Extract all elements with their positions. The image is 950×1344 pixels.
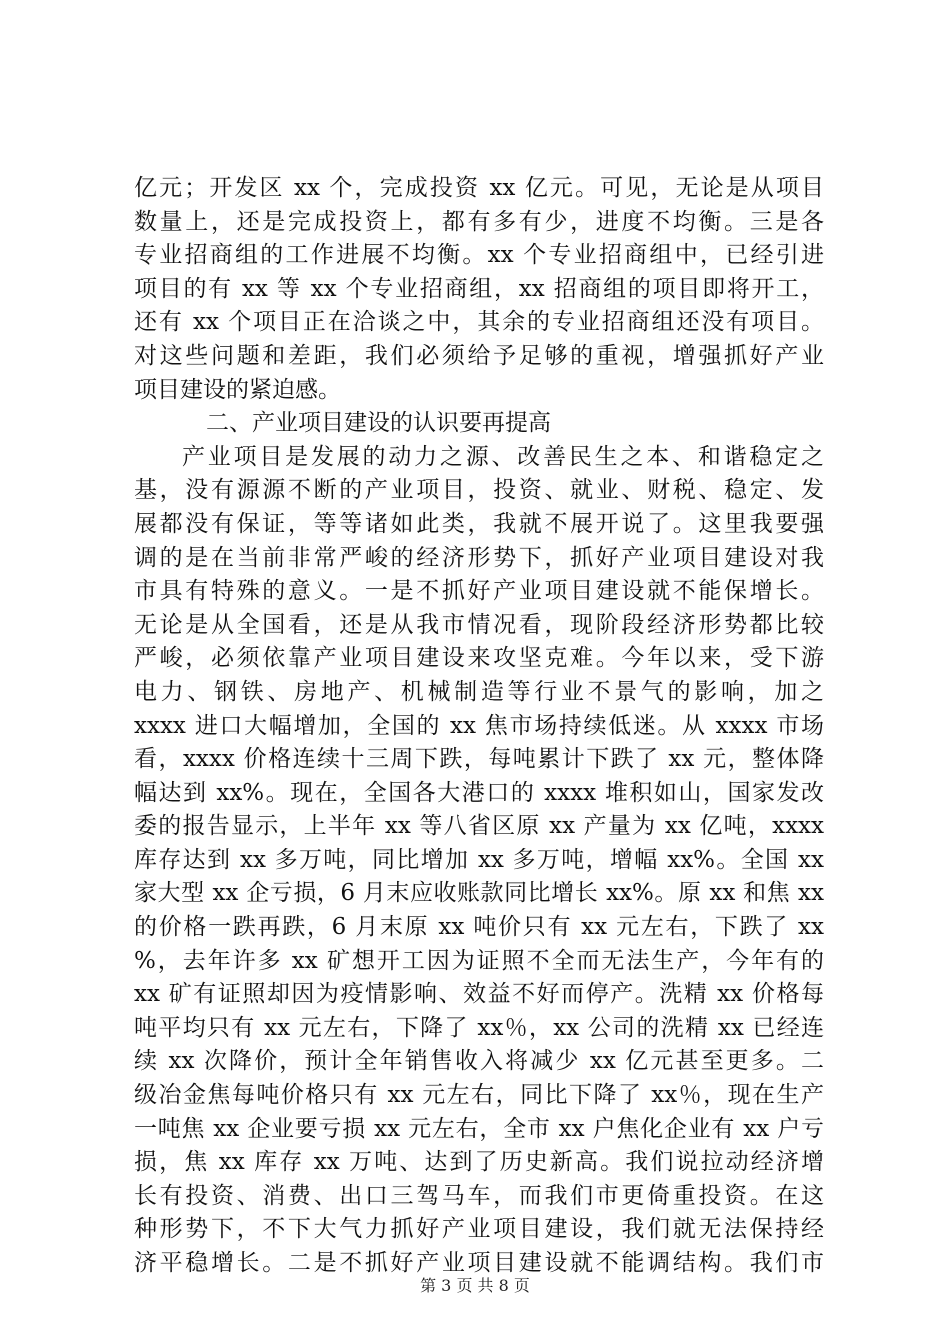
text-line: 长有投资、消费、出口三驾马车，而我们市更倚重投资。在这 [134,1182,824,1209]
text-line: 家大型 xx 企亏损，6 月末应收账款同比增长 xx%。原 xx 和焦 xx [134,880,824,907]
text-line: 还有 xx 个项目正在洽谈之中，其余的专业招商组还没有项目。 [134,309,824,336]
text-line: 基，没有源源不断的产业项目，投资、就业、财税、稳定、发 [134,477,824,504]
text-line: 的价格一跌再跌，6 月末原 xx 吨价只有 xx 元左右，下跌了 xx [134,914,824,941]
text-line: 吨平均只有 xx 元左右，下降了 xx％，xx 公司的洗精 xx 已经连 [134,1014,824,1041]
section-heading: 二、产业项目建设的认识要再提高 [206,410,551,437]
text-line: 专业招商组的工作进展不均衡。xx 个专业招商组中，已经引进 [134,242,824,269]
text-line: 一吨焦 xx 企业要亏损 xx 元左右，全市 xx 户焦化企业有 xx 户亏 [134,1115,824,1142]
text-line: 库存达到 xx 多万吨，同比增加 xx 多万吨，增幅 xx%。全国 xx [134,846,824,873]
text-line: 幅达到 xx%。现在，全国各大港口的 xxxx 堆积如山，国家发改 [134,779,824,806]
text-line: 看，xxxx 价格连续十三周下跌，每吨累计下跌了 xx 元，整体降 [134,746,824,773]
text-line: 调的是在当前非常严峻的经济形势下，抓好产业项目建设对我 [134,544,824,571]
text-line: 无论是从全国看，还是从我市情况看，现阶段经济形势都比较 [134,611,824,638]
text-line: 级冶金焦每吨价格只有 xx 元左右，同比下降了 xx％，现在生产 [134,1082,824,1109]
page-footer [0,1276,950,1296]
text-line: 数量上，还是完成投资上，都有多有少，进度不均衡。三是各 [134,208,824,235]
text-line: %，去年许多 xx 矿想开工因为证照不全而无法生产，今年有的 [134,947,824,974]
text-line: 电力、钢铁、房地产、机械制造等行业不景气的影响，加之 [134,678,824,705]
text-line: 损，焦 xx 库存 xx 万吨、达到了历史新高。我们说拉动经济增 [134,1149,824,1176]
text-line: xxxx 进口大幅增加，全国的 xx 焦市场持续低迷。从 xxxx 市场 [134,712,824,739]
text-line: 展都没有保证，等等诸如此类，我就不展开说了。这里我要强 [134,510,824,537]
text-line: 项目建设的紧迫感。 [134,376,341,403]
text-line: 严峻，必须依靠产业项目建设来攻坚克难。今年以来，受下游 [134,645,824,672]
body-text [134,172,824,1281]
text-line: 产业项目是发展的动力之源、改善民生之本、和谐稳定之 [182,443,824,470]
page-number-label: 第 3 页 共 8 页 [420,1276,530,1295]
text-line: 委的报告显示，上半年 xx 等八省区原 xx 产量为 xx 亿吨，xxxx [134,813,824,840]
text-line: 续 xx 次降价，预计全年销售收入将减少 xx 亿元甚至更多。二 [134,1048,824,1075]
text-line: xx 矿有证照却因为疫情影响、效益不好而停产。洗精 xx 价格每 [134,981,824,1008]
text-line: 亿元；开发区 xx 个，完成投资 xx 亿元。可见，无论是从项目 [134,175,824,201]
text-line: 济平稳增长。二是不抓好产业项目建设就不能调结构。我们市 [134,1250,824,1276]
text-line: 种形势下，不下大气力抓好产业项目建设，我们就无法保持经 [134,1216,824,1243]
text-line: 对这些问题和差距，我们必须给予足够的重视，增强抓好产业 [134,342,824,369]
text-line: 项目的有 xx 等 xx 个专业招商组，xx 招商组的项目即将开工， [134,275,824,302]
text-line: 市具有特殊的意义。一是不抓好产业项目建设就不能保增长。 [134,578,824,605]
